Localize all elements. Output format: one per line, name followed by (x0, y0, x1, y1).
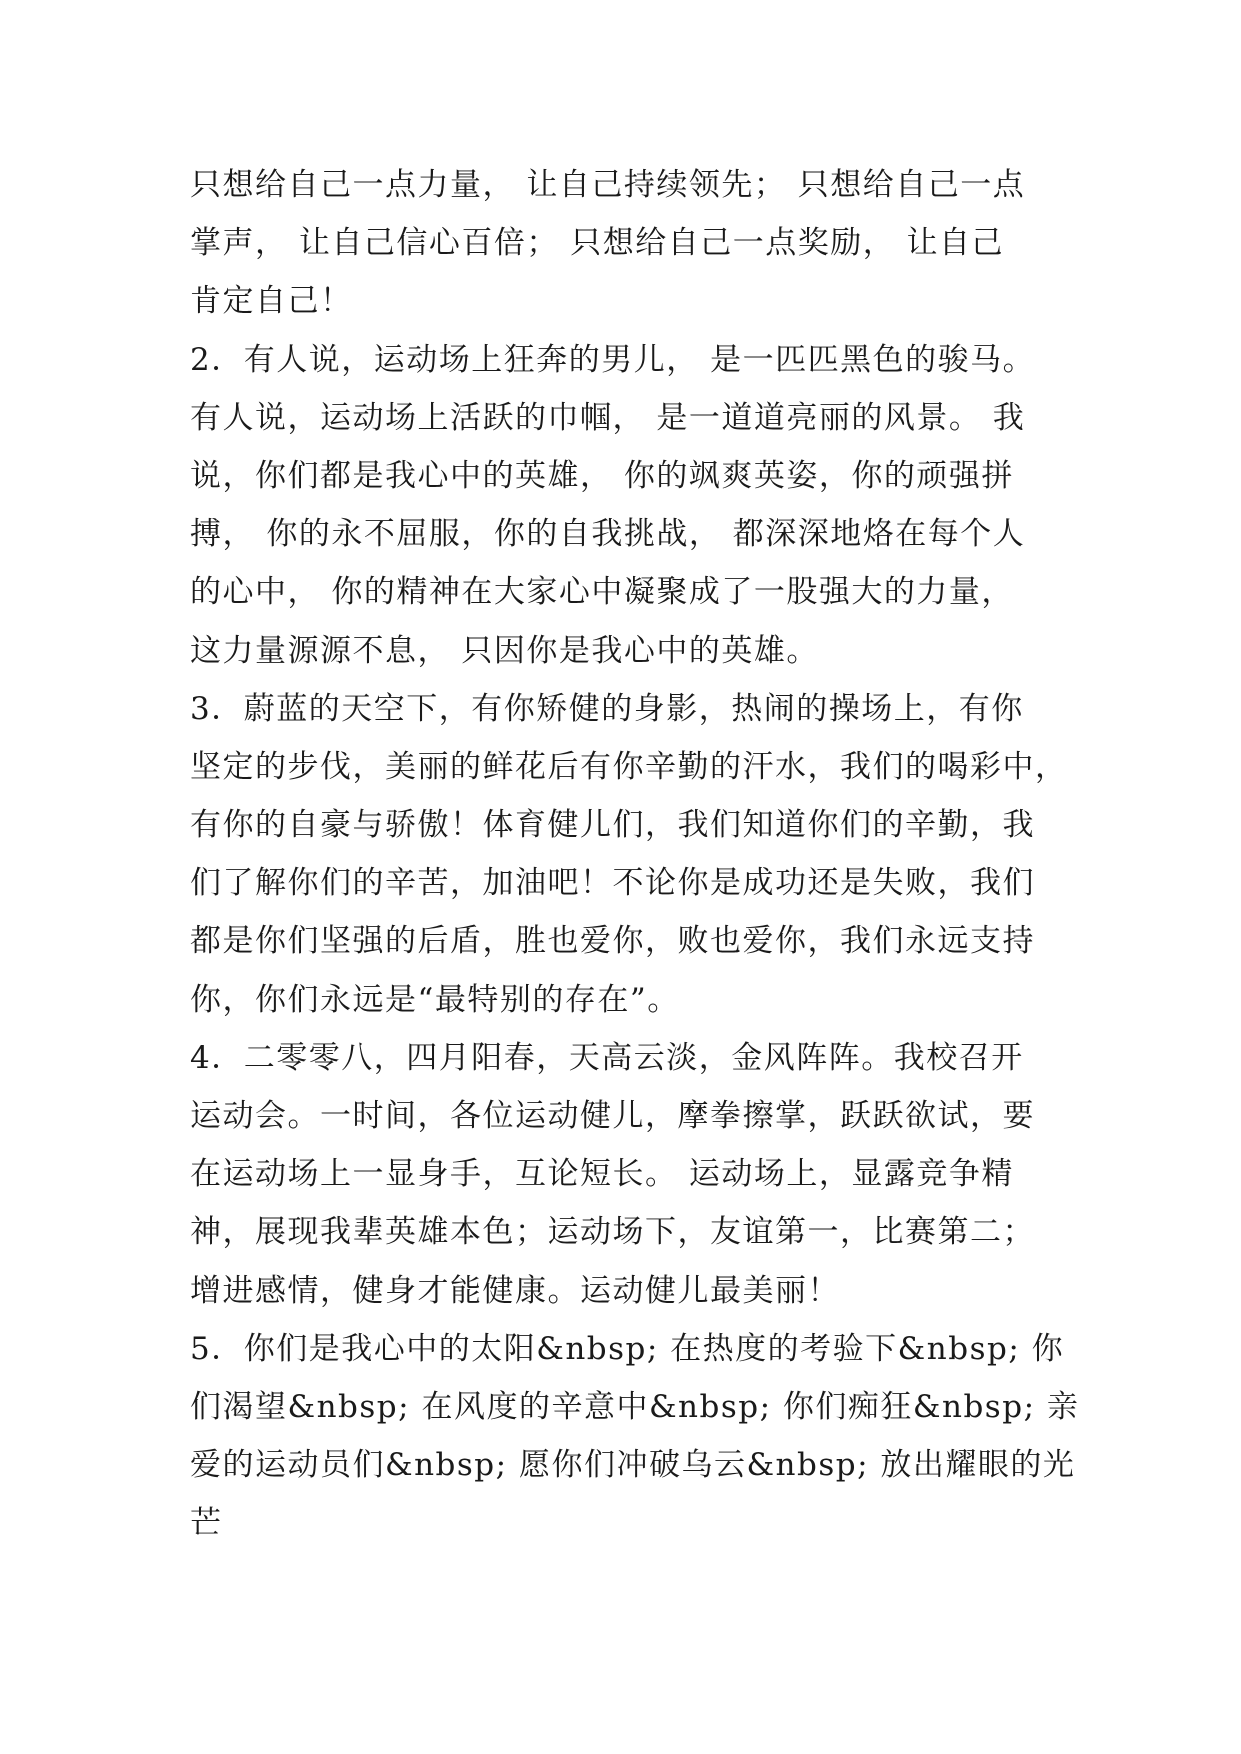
text-line: 5．你们是我心中的太阳&nbsp; 在热度的考验下&nbsp; 你 (190, 1330, 1065, 1367)
text-line: 有你的自豪与骄傲！体育健儿们，我们知道你们的辛勤，我 (190, 807, 1035, 844)
text-line: 都是你们坚强的后盾，胜也爱你，败也爱你，我们永远支持 (190, 923, 1035, 960)
text-line: 只想给自己一点力量， 让自己持续领先； 只想给自己一点 (190, 167, 1026, 203)
text-line: 运动会。一时间，各位运动健儿，摩拳擦掌，跃跃欲试，要 (190, 1098, 1035, 1134)
text-line: 增进感情，健身才能健康。运动健儿最美丽！ (190, 1272, 840, 1309)
text-line: 在运动场上一显身手，互论短长。 运动场上，显露竞争精 (190, 1156, 1014, 1193)
text-line: 3．蔚蓝的天空下，有你矫健的身影，热闹的操场上，有你 (190, 690, 1024, 727)
text-line: 的心中， 你的精神在大家心中凝聚成了一股强大的力量， (190, 574, 1014, 611)
text-line: 你，你们永远是“最特别的存在”。 (190, 981, 680, 1018)
text-line: 们了解你们的辛苦，加油吧！不论你是成功还是失败，我们 (190, 865, 1035, 902)
text-line: 掌声， 让自己信心百倍； 只想给自己一点奖励， 让自己 (190, 225, 1005, 262)
text-line: 芒 (190, 1505, 223, 1542)
text-line: 这力量源源不息， 只因你是我心中的英雄。 (190, 632, 819, 669)
text-line: 神，展现我辈英雄本色；运动场下，友谊第一，比赛第二； (190, 1214, 1035, 1251)
text-line: 肯定自己！ (190, 283, 353, 320)
text-line: 2．有人说，运动场上狂奔的男儿， 是一匹匹黑色的骏马。 (190, 341, 1036, 378)
text-line: 坚定的步伐，美丽的鲜花后有你辛勤的汗水，我们的喝彩中， (190, 748, 1068, 785)
text-line: 说，你们都是我心中的英雄， 你的飒爽英姿，你的顽强拼 (190, 457, 1014, 494)
text-line: 有人说，运动场上活跃的巾帼， 是一道道亮丽的风景。 我 (190, 399, 1026, 436)
text-line: 们渴望&nbsp; 在风度的辛意中&nbsp; 你们痴狂&nbsp; 亲 (190, 1388, 1080, 1425)
text-line: 搏， 你的永不屈服，你的自我挑战， 都深深地烙在每个人 (190, 516, 1026, 553)
text-line: 爱的运动员们&nbsp; 愿你们冲破乌云&nbsp; 放出耀眼的光 (190, 1447, 1076, 1484)
text-line: 4．二零零八，四月阳春，天高云淡，金风阵阵。我校召开 (190, 1039, 1024, 1076)
body-text (190, 156, 1080, 1553)
